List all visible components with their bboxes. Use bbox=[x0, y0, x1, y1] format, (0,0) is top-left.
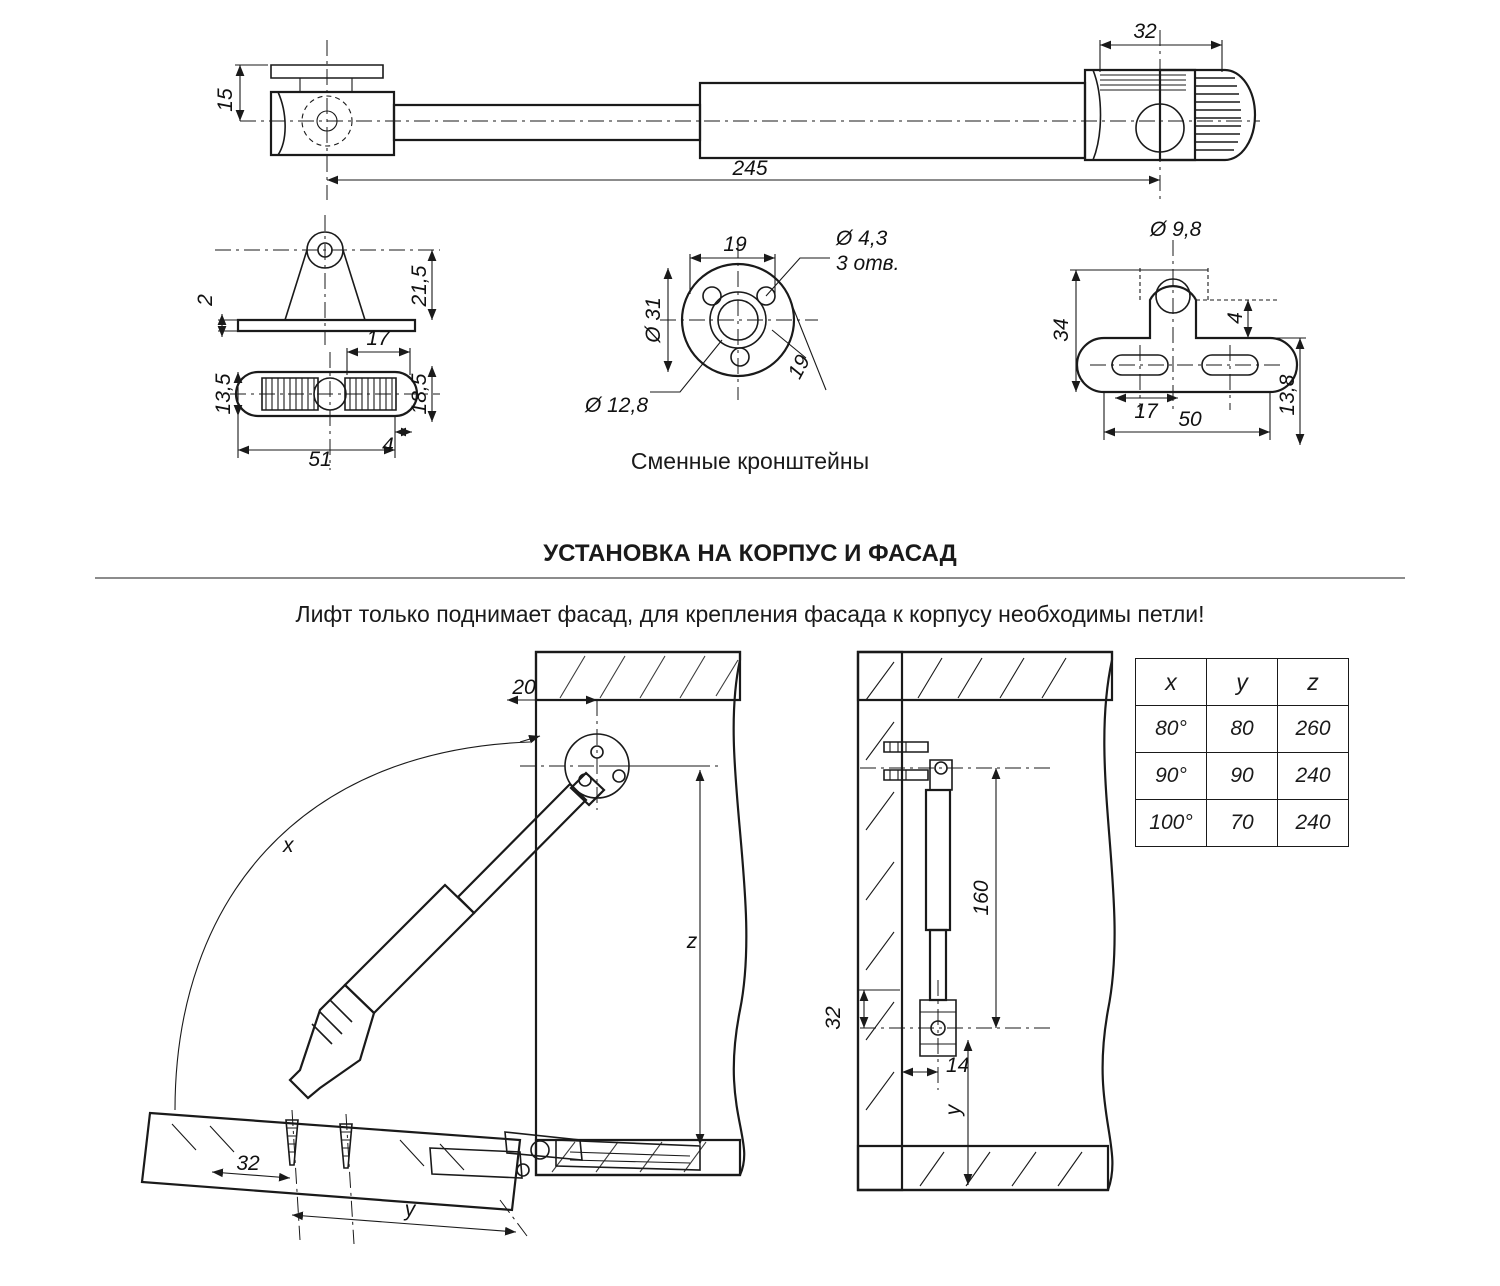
table-row bbox=[1136, 753, 1349, 800]
dim-dia-31: Ø 31 bbox=[642, 297, 665, 343]
label-y-front: y bbox=[404, 1198, 416, 1221]
dim-dia-12-8: Ø 12,8 bbox=[584, 394, 648, 417]
dim-17-slot: 17 bbox=[366, 327, 390, 350]
table-header-y: y bbox=[1207, 659, 1278, 706]
section-title: УСТАНОВКА НА КОРПУС И ФАСАД bbox=[543, 540, 957, 567]
dim-245-length: 245 bbox=[732, 157, 768, 180]
label-x: x bbox=[283, 834, 294, 857]
section-title-wrapper bbox=[0, 540, 1500, 568]
caption-brackets-text: Сменные кронштейны bbox=[630, 448, 870, 474]
note-wrapper bbox=[0, 601, 1500, 628]
dim-21-5: 21,5 bbox=[408, 265, 431, 307]
table-cell-z: 240 bbox=[1278, 800, 1349, 847]
dim-50: 50 bbox=[1178, 408, 1202, 431]
dim-18-5: 18,5 bbox=[408, 373, 431, 415]
table-header-z: z bbox=[1278, 659, 1349, 706]
label-3-holes: 3 отв. bbox=[836, 252, 900, 275]
dim-13-5: 13,5 bbox=[212, 373, 235, 415]
dim-13-8: 13,8 bbox=[1276, 374, 1299, 416]
dim-17-right: 17 bbox=[1134, 400, 1158, 423]
dim-32-side: 32 bbox=[822, 1006, 845, 1030]
table-cell-x: 100° bbox=[1136, 800, 1207, 847]
dim-14: 14 bbox=[946, 1054, 970, 1077]
table-row bbox=[1136, 800, 1349, 847]
label-y-side: y bbox=[942, 1104, 965, 1116]
gas-strut-top-view bbox=[214, 20, 1260, 200]
table-cell-z: 240 bbox=[1278, 753, 1349, 800]
note-text: Лифт только поднимает фасад, для крепления фасада к корпусу необходимы петли! bbox=[295, 601, 1205, 627]
dim-dia-9-8: Ø 9,8 bbox=[1150, 218, 1202, 241]
caption-brackets-wrapper bbox=[520, 448, 980, 475]
table-row bbox=[1136, 706, 1349, 753]
installation-front-diagram bbox=[142, 652, 746, 1244]
dim-160: 160 bbox=[970, 880, 993, 916]
dim-2-thickness: 2 bbox=[194, 294, 217, 306]
label-z: z bbox=[686, 930, 698, 953]
bracket-round-view bbox=[584, 227, 900, 417]
dim-19-top: 19 bbox=[723, 233, 747, 256]
dim-19-angle: 19 bbox=[783, 351, 815, 383]
installation-side-diagram bbox=[822, 652, 1115, 1190]
dim-34: 34 bbox=[1050, 318, 1073, 342]
dim-4-right: 4 bbox=[1224, 312, 1247, 324]
dim-20: 20 bbox=[512, 676, 536, 699]
dim-32-top: 32 bbox=[1133, 20, 1157, 43]
dim-51: 51 bbox=[308, 448, 332, 471]
dim-4-left: 4 bbox=[382, 434, 394, 457]
table-cell-y: 80 bbox=[1207, 706, 1278, 753]
table-header-row bbox=[1136, 659, 1349, 706]
table-header-x: x bbox=[1136, 659, 1207, 706]
dim-32-front: 32 bbox=[236, 1152, 260, 1175]
table-cell-x: 80° bbox=[1136, 706, 1207, 753]
table-cell-z: 260 bbox=[1278, 706, 1349, 753]
bracket-right-view bbox=[1050, 218, 1306, 445]
angle-parameters-table bbox=[1135, 658, 1349, 847]
table-cell-x: 90° bbox=[1136, 753, 1207, 800]
table-cell-y: 90 bbox=[1207, 753, 1278, 800]
dim-dia-4-3: Ø 4,3 bbox=[836, 227, 888, 250]
bracket-left-views bbox=[194, 215, 440, 471]
table-cell-y: 70 bbox=[1207, 800, 1278, 847]
dim-15-top: 15 bbox=[214, 88, 237, 112]
